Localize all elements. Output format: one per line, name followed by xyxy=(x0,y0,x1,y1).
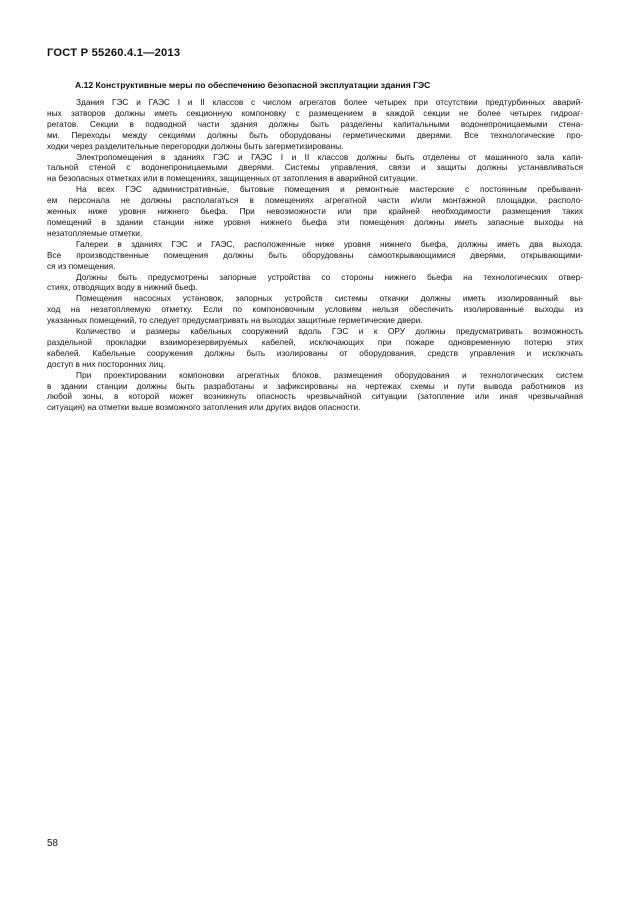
paragraph-line: ных затворов должны иметь секционную компоновку с размещением в каждой секции не более четырех гидроаг- xyxy=(47,107,583,118)
paragraph-line: любой зоны, в которой может возникнуть опасность чрезвычайной ситуации (затопление или иная чрезвычайная xyxy=(47,391,583,402)
paragraph-line: доступ в них посторонних лиц. xyxy=(47,358,166,369)
paragraph xyxy=(47,97,583,152)
paragraph xyxy=(47,184,583,239)
paragraph-line: Должны быть предусмотрены запорные устройства со стороны нижнего бьефа на технологических отвер- xyxy=(76,271,583,282)
paragraph xyxy=(47,152,583,185)
paragraph-line: стиях, отводящих воду в нижний бьеф. xyxy=(47,282,198,293)
paragraph-line: Электропомещения в зданиях ГЭС и ГАЭС I и II классов должны быть отделены от машинного зала капи- xyxy=(76,151,583,162)
paragraph-line: в здании станции должны быть разработаны и зафиксированы на чертежах схемы и пути вывода работников из xyxy=(47,380,583,391)
paragraph xyxy=(47,239,583,272)
paragraph-line: помещений в здании станции ниже уровня нижнего бьефа эти помещения должны иметь запасные выходы на xyxy=(47,216,583,227)
paragraph-line: указанных помещений, то следует предусматривать на выходах защитные герметические двери. xyxy=(47,315,423,326)
paragraph-line: При проектировании компоновки агрегатных блоков, размещения оборудования и технологических систем xyxy=(76,369,583,380)
paragraph-line: тальной стеной с водонепроницаемыми дверями. Системы управления, связи и защиты должны устанавливаться xyxy=(47,162,583,173)
paragraph-line: ем персонала не должны располагаться в помещениях агрегатной части и/или монтажной площадки, располо- xyxy=(47,195,583,206)
paragraph-line: ситуация) на отметки выше возможного затопления или других видов опасности. xyxy=(47,402,361,413)
section-title: А.12 Конструктивные меры по обеспечению безопасной эксплуатации здания ГЭС xyxy=(75,80,431,90)
document-header: ГОСТ Р 55260.4.1—2013 xyxy=(47,47,181,59)
paragraph-line: раздельной прокладки взаиморезервируемых кабелей, исключающих при пожаре одновременную потерю этих xyxy=(47,336,583,347)
paragraph-line: ся из помещения. xyxy=(47,260,116,271)
paragraph xyxy=(47,293,583,326)
paragraph-line: ход на незатопляемую отметку. Если по компоновочным условиям нельзя обеспечить изолированные выходы из xyxy=(47,304,583,315)
paragraph-line: кабелей. Кабельные сооружения должны быть изолированы от оборудования, средств управления и исключать xyxy=(47,347,583,358)
paragraph-line: Помещения насосных установок, запорных устройств системы откачки должны иметь изолированный вы- xyxy=(76,293,583,304)
paragraph-line: регатов. Секции в подводной части здания должны быть разделены капитальными водонепроницаемыми стена- xyxy=(47,118,583,129)
paragraph-line: На всех ГЭС административные, бытовые помещения и ремонтные мастерские с постоянным пребывани- xyxy=(76,184,583,195)
paragraph xyxy=(47,326,583,370)
paragraph-line: на безопасных отметках или в помещениях, защищенных от затопления в аварийной ситуации. xyxy=(47,173,418,184)
body-text xyxy=(47,97,583,413)
paragraph-line: Галереи в зданиях ГЭС и ГАЭС, расположенные ниже уровня нижнего бьефа, должны иметь два выхода. xyxy=(76,238,583,249)
page-number: 58 xyxy=(47,838,58,849)
paragraph-line: Здания ГЭС и ГАЭС I и II классов с числом агрегатов более четырех при отсутствии предтурбинных аварий- xyxy=(76,97,583,107)
paragraph-line: незатопляемые отметки. xyxy=(47,227,143,238)
paragraph-line: женных ниже уровня нижнего бьефа. При невозможности или при крайней необходимости размещения таких xyxy=(47,206,583,217)
paragraph-line: Все производственные помещения должны быть оборудованы самооткрывающимися дверями, открывающими- xyxy=(47,249,583,260)
paragraph xyxy=(47,370,583,414)
paragraph-line: Количество и размеры кабельных сооружений вдоль ГЭС и к ОРУ должны предусматривать возможность xyxy=(76,326,583,337)
paragraph-line: ми. Переходы между секциями должны быть оборудованы герметическими дверями. Все технологические про- xyxy=(47,129,583,140)
paragraph-line: ходки через разделительные перегородки должны быть загерметизированы. xyxy=(47,140,344,151)
paragraph xyxy=(47,272,583,294)
